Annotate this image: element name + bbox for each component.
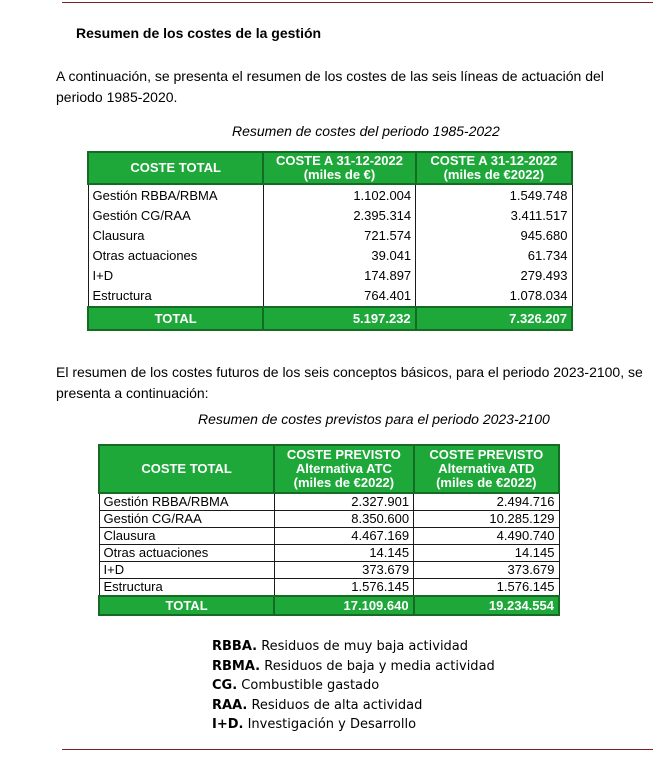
table2-caption: Resumen de costes previstos para el periodo 2023-2100 xyxy=(198,411,550,427)
cost-value: 1.102.004 xyxy=(263,184,415,206)
table-row xyxy=(88,266,572,286)
cost-value: 1.576.145 xyxy=(274,579,413,597)
row-label: Gestión CG/RAA xyxy=(88,206,263,226)
top-rule xyxy=(62,2,653,3)
cost-value: 10.285.129 xyxy=(414,511,559,528)
future-costs-paragraph: El resumen de los costes futuros de los seis conceptos básicos, para el periodo 2023-2100, se presenta a continuación: xyxy=(56,364,643,401)
cost-value: 14.145 xyxy=(414,545,559,562)
row-label: I+D xyxy=(99,562,274,579)
legend-abbreviation: RBMA. xyxy=(212,658,261,674)
cost-value: 1.576.145 xyxy=(414,579,559,597)
row-label: Clausura xyxy=(88,226,263,246)
legend-item xyxy=(212,657,495,677)
table-body xyxy=(88,184,572,307)
table-row xyxy=(99,562,559,579)
table-row xyxy=(88,206,572,226)
header-cell: COSTE A 31-12-2022 (miles de €) xyxy=(263,152,415,184)
table-row xyxy=(99,545,559,562)
legend-item xyxy=(212,715,495,735)
legend-item xyxy=(212,696,495,716)
table-row xyxy=(99,493,559,511)
cost-value: 373.679 xyxy=(274,562,413,579)
cost-value: 945.680 xyxy=(416,226,572,246)
cost-value: 4.467.169 xyxy=(274,528,413,545)
cost-value: 14.145 xyxy=(274,545,413,562)
total-label: TOTAL xyxy=(88,307,263,330)
table-row xyxy=(88,246,572,266)
table-row xyxy=(88,226,572,246)
total-row xyxy=(99,596,559,615)
legend-definition: Residuos de alta actividad xyxy=(247,697,423,713)
cost-value: 1.078.034 xyxy=(416,286,572,307)
row-label: Gestión RBBA/RBMA xyxy=(99,493,274,511)
row-label: I+D xyxy=(88,266,263,286)
legend-abbreviation: RAA. xyxy=(212,697,248,713)
legend-definition: Residuos de muy baja actividad xyxy=(257,639,469,654)
cost-value: 279.493 xyxy=(416,266,572,286)
row-label: Otras actuaciones xyxy=(88,246,263,266)
header-cell: COSTE PREVISTO Alternativa ATD (miles de €2022) xyxy=(414,445,559,493)
legend-definition: Investigación y Desarrollo xyxy=(243,717,417,732)
cost-value: 721.574 xyxy=(263,226,415,246)
cost-value: 174.897 xyxy=(263,266,415,286)
header-cell: COSTE PREVISTO Alternativa ATC (miles de €2022) xyxy=(274,445,413,493)
total-row xyxy=(88,307,572,330)
legend-definition: Residuos de baja y media actividad xyxy=(260,658,495,674)
table1-caption: Resumen de costes del periodo 1985-2022 xyxy=(232,123,500,139)
cost-value: 2.395.314 xyxy=(263,206,415,226)
cost-value: 764.401 xyxy=(263,286,415,307)
table-row xyxy=(99,579,559,597)
total-label: TOTAL xyxy=(99,596,274,615)
legend-item xyxy=(212,637,495,657)
section-heading: Resumen de los costes de la gestión xyxy=(76,25,322,41)
row-label: Clausura xyxy=(99,528,274,545)
cost-value: 3.411.517 xyxy=(416,206,572,226)
row-label: Otras actuaciones xyxy=(99,545,274,562)
row-label: Gestión CG/RAA xyxy=(99,511,274,528)
costs-table-2023-2100 xyxy=(98,444,560,616)
header-cell: COSTE A 31-12-2022 (miles de €2022) xyxy=(416,152,572,184)
table-row xyxy=(88,286,572,307)
cost-value: 2.327.901 xyxy=(274,493,413,511)
bottom-rule xyxy=(62,749,653,750)
total-value: 19.234.554 xyxy=(414,596,559,615)
table-row xyxy=(99,511,559,528)
table-row xyxy=(88,184,572,206)
legend-item xyxy=(212,676,495,696)
legend-abbreviation: I+D. xyxy=(212,717,244,732)
cost-value: 4.490.740 xyxy=(414,528,559,545)
abbreviations-legend xyxy=(212,637,495,735)
cost-value: 8.350.600 xyxy=(274,511,413,528)
cost-value: 2.494.716 xyxy=(414,493,559,511)
row-label: Estructura xyxy=(88,286,263,307)
cost-value: 61.734 xyxy=(416,246,572,266)
legend-abbreviation: CG. xyxy=(212,678,238,693)
cost-value: 373.679 xyxy=(414,562,559,579)
row-label: Estructura xyxy=(99,579,274,597)
table-body xyxy=(99,493,559,596)
total-value: 5.197.232 xyxy=(263,307,415,330)
legend-abbreviation: RBBA. xyxy=(212,639,258,654)
total-value: 17.109.640 xyxy=(274,596,413,615)
legend-definition: Combustible gastado xyxy=(237,678,380,693)
header-cell: COSTE TOTAL xyxy=(88,152,263,184)
header-cell: COSTE TOTAL xyxy=(99,445,274,493)
row-label: Gestión RBBA/RBMA xyxy=(88,184,263,206)
total-value: 7.326.207 xyxy=(416,307,572,330)
cost-value: 1.549.748 xyxy=(416,184,572,206)
table-row xyxy=(99,528,559,545)
cost-value: 39.041 xyxy=(263,246,415,266)
costs-table-1985-2022 xyxy=(87,151,573,331)
intro-paragraph: A continuación, se presenta el resumen de los costes de las seis líneas de actuación del periodo 1985-2020. xyxy=(56,68,604,105)
